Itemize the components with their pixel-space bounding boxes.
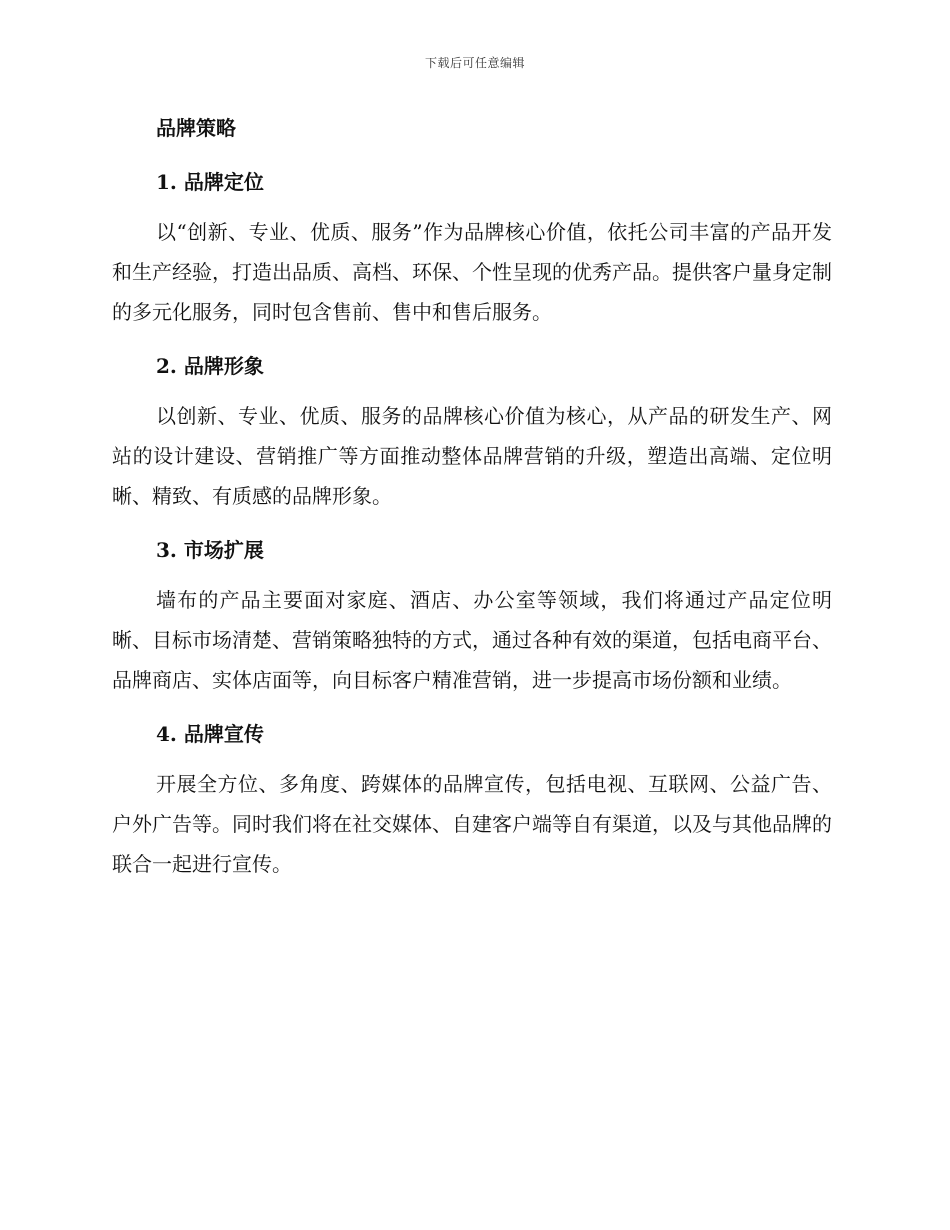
page-header: 下载后可任意编辑 xyxy=(424,56,525,70)
section-paragraph: 以“创新、专业、优质、服务”作为品牌核心价值，依托公司丰富的产品开发和生产经验，打造出品质、高档、环保、个性呈现的优秀产品。提供客户量身定制的多元化服务，同时包含售前、售中和售后服务。 xyxy=(112,220,832,324)
section-paragraph: 开展全方位、多角度、跨媒体的品牌宣传，包括电视、互联网、公益广告、户外广告等。同时我们将在社交媒体、自建客户端等自有渠道，以及与其他品牌的联合一起进行宣传。 xyxy=(112,772,832,876)
section-brand-promotion xyxy=(112,714,832,884)
document-body xyxy=(112,108,832,894)
section-heading: 2. 品牌形象 xyxy=(156,354,264,378)
section-brand-positioning xyxy=(112,162,832,332)
section-brand-image xyxy=(112,346,832,516)
section-market-expansion xyxy=(112,530,832,700)
section-paragraph: 以创新、专业、优质、服务的品牌核心价值为核心，从产品的研发生产、网站的设计建设、营销推广等方面推动整体品牌营销的升级，塑造出高端、定位明晰、精致、有质感的品牌形象。 xyxy=(112,404,832,508)
section-paragraph: 墙布的产品主要面对家庭、酒店、办公室等领域，我们将通过产品定位明晰、目标市场清楚、营销策略独特的方式，通过各种有效的渠道，包括电商平台、品牌商店、实体店面等，向目标客户精准营销，进一步提高市场份额和业绩。 xyxy=(112,588,832,692)
document-title: 品牌策略 xyxy=(156,116,236,140)
section-heading: 1. 品牌定位 xyxy=(156,170,264,194)
section-heading: 3. 市场扩展 xyxy=(156,538,264,562)
section-heading: 4. 品牌宣传 xyxy=(156,722,264,746)
